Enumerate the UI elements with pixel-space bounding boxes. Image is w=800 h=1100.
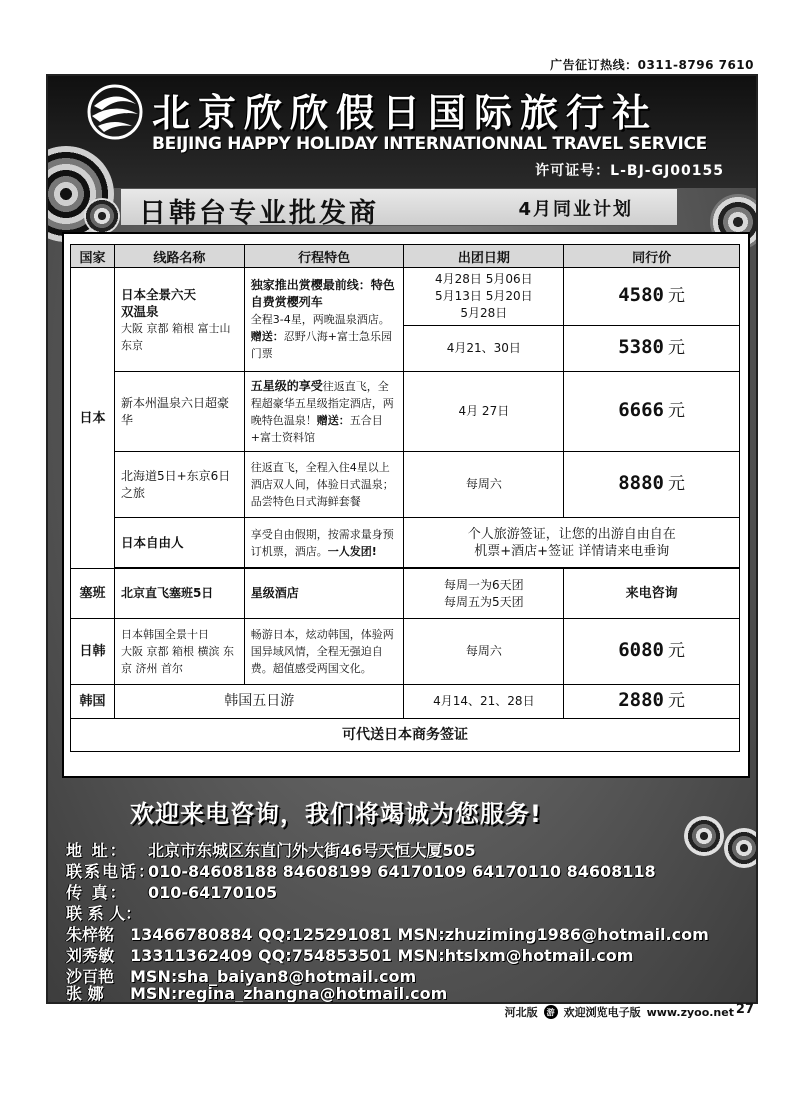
decor-circle-icon [684,816,724,856]
company-name-cn: 北京欣欣假日国际旅行社 [152,90,659,135]
date-line: 5月13日 5月20日 [435,289,533,303]
header [48,76,756,188]
dates-cell: 4月21、30日 [404,326,564,372]
visa-note-line: 个人旅游签证，让您的出游自由自在 [467,526,676,542]
date-line: 5月28日 [460,306,508,320]
tour-table-panel [62,232,750,778]
address-label: 地 址： [66,841,128,860]
price-cell [564,268,740,326]
date-line: 每周五为5天团 [444,594,524,609]
decor-circle-icon [724,828,758,868]
route-title: 双温泉 [120,303,159,319]
price-cell [564,452,740,518]
country-cell: 塞班 [71,569,115,619]
price-value: 4580 [618,284,664,306]
contact-name: 张 娜 [66,984,104,1003]
feature-cell: 星级酒店 [244,569,404,619]
visa-note-cell [404,518,740,568]
table-footer-row [71,719,740,752]
country-japan: 日本 [71,268,115,569]
contact-person [66,981,447,1004]
address-value: 北京市东城区东直门外大街46号天恒大厦505 [148,841,476,860]
price-cell [564,326,740,372]
tour-table [70,244,740,752]
feature-cell: 往返直飞，全程入住4星以上酒店双人间，体验日式温泉；品尝特色日式海鲜套餐 [244,452,404,518]
feature-cell [244,372,404,452]
dates-cell: 4月 27日 [404,372,564,452]
contact-info: 13311362409 QQ:754853501 MSN:htslxm@hotmail.com [130,946,634,965]
route-cell [114,268,244,372]
contact-info: MSN:sha_baiyan8@hotmail.com [130,967,417,986]
table-row [71,372,740,452]
currency-label: 元 [667,401,685,421]
col-header-price: 同行价 [564,245,740,268]
feature-body: 往返直飞，全程超豪华五星级指定酒店，两晚特色温泉！ [250,379,394,427]
route-cell: 北海道5日+东京6日之旅 [114,452,244,518]
dates-cell [404,268,564,326]
contact-info: 13466780884 QQ:125291081 MSN:zhuziming1986@hotmail.com [130,925,709,944]
feature-bold: 一人发团! [327,544,377,558]
footer-site[interactable]: www.zyoo.net [646,1005,734,1019]
route-title: 日本韩国全景十日 [120,628,209,641]
feature-body: 全程3-4星，两晚温泉酒店。 [250,313,390,326]
route-cities: 大阪 京都 箱根 横滨 东京 济州 首尔 [120,645,234,675]
fax-line [66,880,277,903]
currency-label: 元 [667,338,685,358]
dates-cell: 每周六 [404,619,564,685]
table-row [71,268,740,326]
page-footer [505,1004,734,1020]
price-value: 2880 [618,689,664,711]
currency-label: 元 [667,691,685,711]
phone-value: 010-84608188 84608199 64170109 64170110 84608118 [148,862,656,881]
country-cell: 韩国 [71,685,115,719]
phone-line [66,859,656,882]
wholesale-banner [120,188,678,229]
travel-poster [46,74,758,1004]
route-cell: 日本自由人 [114,518,244,568]
route-cell: 北京直飞塞班5日 [114,569,244,619]
currency-label: 元 [667,641,685,661]
swirl-logo-icon [84,84,146,140]
currency-label: 元 [667,474,685,494]
table-row [71,452,740,518]
contact-info: MSN:regina_zhangna@hotmail.com [130,984,448,1003]
price-cell: 来电咨询 [564,569,740,619]
route-cell: 韩国五日游 [114,685,404,719]
route-title: 日本全景六天 [120,286,196,302]
phone-label: 联系电话： [66,862,157,881]
table-row [71,569,740,619]
fax-value: 010-64170105 [148,883,278,902]
gift-text: 忍野八海+富士急乐园门票 [250,330,392,360]
col-header-dates: 出团日期 [404,245,564,268]
feature-lead: 独家推出赏樱最前线：特色自费赏樱列车 [250,278,395,309]
footer-text: 欢迎浏览电子版 [563,1006,641,1019]
decor-circle-icon [84,198,120,234]
company-name-en: BEIJING HAPPY HOLIDAY INTERNATIONNAL TRAVEL SERVICE [152,134,707,154]
price-value: 5380 [618,336,664,358]
gift-label: 赠送： [250,330,284,343]
contact-people-label: 联 系 人： [66,904,142,923]
dates-cell: 每周六 [404,452,564,518]
gift-text: 五合目+富士资料馆 [250,413,383,444]
feature-cell [244,268,404,372]
travel-badge-icon: 游 [544,1005,558,1019]
date-line: 每周一为6天团 [444,577,524,592]
business-visa-note: 可代送日本商务签证 [71,719,740,752]
address-line [66,838,476,861]
table-row [71,518,740,568]
dates-cell: 4月14、21、28日 [404,685,564,719]
table-row [71,685,740,719]
contact-person [66,943,633,966]
route-cities: 大阪 京都 箱根 富士山 东京 [120,321,231,352]
license-number: 许可证号：L-BJ-GJ00155 [535,163,724,179]
date-line: 4月28日 5月06日 [435,272,533,286]
contact-name: 朱梓铭 [66,925,115,944]
contact-person [66,922,709,945]
currency-label: 元 [667,286,685,306]
feature-cell [244,518,404,568]
table-row [71,619,740,685]
contact-name: 沙百艳 [66,967,115,986]
ad-hotline: 广告征订热线：0311-8796 7610 [550,58,754,72]
price-cell [564,372,740,452]
col-header-route: 线路名称 [114,245,244,268]
banner-subtitle: 4月同业计划 [518,199,633,220]
dates-cell [404,569,564,619]
col-header-features: 行程特色 [244,245,404,268]
price-cell [564,619,740,685]
gift-label: 赠送： [316,413,350,427]
feature-cell: 畅游日本，炫动韩国，体验两国异域风情，全程无强迫自费。超值感受两国文化。 [244,619,404,685]
price-value: 8880 [618,472,664,494]
feature-body: 享受自由假期，按需求量身预订机票，酒店。 [250,527,394,558]
page-number: 27 [735,1002,754,1017]
country-cell: 日韩 [71,619,115,685]
route-cell: 新本州温泉六日超豪华 [114,372,244,452]
route-cell [114,619,244,685]
price-cell [564,685,740,719]
col-header-country: 国家 [71,245,115,268]
price-value: 6666 [618,399,664,421]
edition-label: 河北版 [504,1006,538,1019]
welcome-slogan: 欢迎来电咨询，我们将竭诚为您服务! [130,800,542,828]
banner-title: 日韩台专业批发商 [139,198,379,229]
visa-note-line: 机票+酒店+签证 详情请来电垂询 [474,543,670,559]
feature-lead: 五星级的享受 [250,378,323,393]
price-value: 6080 [618,639,664,661]
table-header-row [71,245,740,268]
fax-label: 传 真： [66,883,128,902]
contact-name: 刘秀敏 [66,946,115,965]
